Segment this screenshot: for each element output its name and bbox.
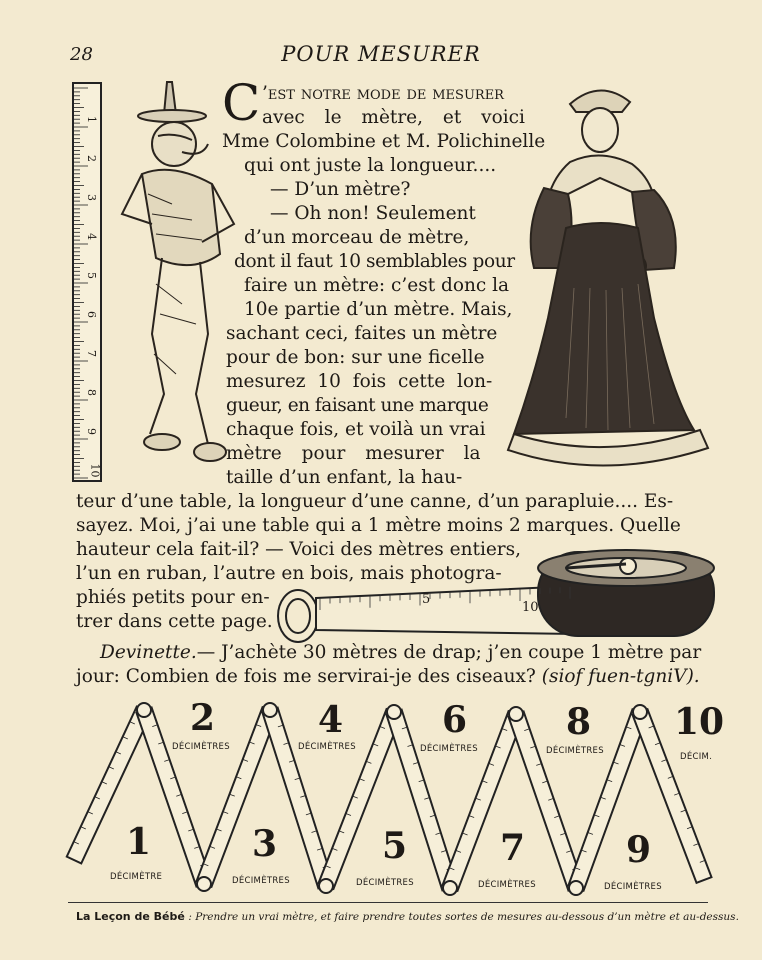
folding-rule-hinge	[569, 881, 583, 895]
devinette-answer: (siof fuen-tgniV).	[541, 666, 700, 687]
decimeter-number: 6	[442, 699, 468, 741]
text-line: ’est notre mode de mesurer	[262, 83, 504, 104]
text-line: dont il faut 10 semblables pour	[234, 251, 515, 272]
ruler-number: 6	[85, 311, 98, 318]
ruler-number: 3	[85, 194, 98, 201]
ruler-number: 10	[88, 463, 102, 478]
tape-measure-illustration	[276, 538, 718, 648]
decimeter-number: 3	[252, 823, 278, 865]
devinette-label: Devinette.	[100, 642, 197, 663]
decimeter-number: 10	[674, 701, 725, 743]
ruler-number: 4	[85, 233, 98, 240]
decimeter-label: DÉCIMÈTRES	[172, 742, 230, 752]
text-line: sayez. Moi, j’ai une table qui a 1 mètre moins 2 marques. Quelle	[76, 515, 681, 536]
devinette-line-1	[100, 642, 701, 663]
decimeter-label: DÉCIM.	[680, 752, 713, 762]
folding-rule-hinge	[443, 881, 457, 895]
text-line: d’un morceau de mètre,	[244, 227, 470, 248]
decimeter-label: DÉCIMÈTRES	[604, 882, 662, 892]
footer-note	[76, 910, 739, 923]
folding-rule-hinge	[263, 703, 277, 717]
text-line: phiés petits pour en-	[76, 587, 270, 608]
folding-rule-hinge	[509, 707, 523, 721]
footer-label: La Leçon de Bébé	[76, 910, 185, 923]
text-line: faire un mètre: c’est donc la	[244, 275, 510, 296]
text-line: trer dans cette page.	[76, 611, 273, 632]
vertical-ruler-illustration	[72, 82, 104, 484]
text-line: teur d’une table, la longueur d’une canne, d’un parapluie.... Es-	[76, 491, 674, 512]
devinette-question: — J’achète 30 mètres de drap; j’en coupe 1 mètre par	[196, 642, 702, 663]
drop-cap: C	[222, 74, 261, 132]
ruler-number: 7	[85, 350, 98, 357]
ruler-number: 2	[85, 155, 98, 162]
text-line: avec le mètre, et voici	[262, 107, 525, 128]
decimeter-number: 8	[566, 701, 592, 743]
folding-rule-hinge	[633, 705, 647, 719]
text-line: 10e partie d’un mètre. Mais,	[244, 299, 513, 320]
decimeter-number: 1	[126, 821, 152, 863]
decimeter-label: DÉCIMÈTRES	[546, 746, 604, 756]
folding-rule-hinge	[197, 877, 211, 891]
decimeter-label: DÉCIMÈTRES	[232, 876, 290, 886]
folding-rule-hinge	[387, 705, 401, 719]
ruler-number: 8	[85, 389, 98, 396]
tape-mark-5: 5	[422, 592, 431, 607]
decimeter-number: 4	[318, 699, 344, 741]
folding-rule-hinge	[319, 879, 333, 893]
decimeter-number: 7	[500, 827, 526, 869]
devinette-line-2	[76, 666, 700, 687]
footer-text: : Prendre un vrai mètre, et faire prendre toutes sortes de mesures au-dessous d’un mètre et au-dessus.	[188, 911, 739, 923]
decimeter-label: DÉCIMÈTRE	[110, 872, 163, 882]
text-line: sachant ceci, faites un mètre	[226, 323, 498, 344]
tape-mark-10: 10	[522, 600, 539, 615]
decimeter-number: 5	[382, 825, 408, 867]
decimeter-label: DÉCIMÈTRES	[478, 880, 536, 890]
text-line: taille d’un enfant, la hau-	[226, 467, 463, 488]
text-line: Mme Colombine et M. Polichinelle	[222, 131, 546, 152]
page-number: 28	[70, 44, 93, 65]
ruler-number: 5	[85, 272, 98, 279]
decimeter-label: DÉCIMÈTRES	[298, 742, 356, 752]
text-line: gueur, en faisant une marque	[226, 395, 489, 416]
text-line: pour de bon: sur une ficelle	[226, 347, 485, 368]
folding-rule-hinge	[137, 703, 151, 717]
text-line: mesurez 10 fois cette lon-	[226, 371, 493, 392]
text-line: — Oh non! Seulement	[270, 203, 476, 224]
text-line: chaque fois, et voilà un vrai	[226, 419, 486, 440]
text-line: l’un en ruban, l’autre en bois, mais photogra-	[76, 563, 502, 584]
decimeter-label: DÉCIMÈTRES	[420, 744, 478, 754]
text-line: mètre pour mesurer la	[226, 443, 481, 464]
ruler-number: 1	[85, 116, 98, 123]
folding-rule-illustration	[64, 697, 720, 900]
text-line: hauteur cela fait-il? — Voici des mètres entiers,	[76, 539, 522, 560]
footer-divider	[68, 902, 708, 903]
page-title: POUR MESURER	[281, 42, 481, 66]
devinette-question-end: jour: Combien de fois me servirai-je des ciseaux?	[76, 666, 536, 687]
ruler-number: 9	[85, 428, 98, 435]
decimeter-label: DÉCIMÈTRES	[356, 878, 414, 888]
text-line: qui ont juste la longueur....	[244, 155, 497, 176]
decimeter-number: 9	[626, 829, 652, 871]
text-line: — D’un mètre?	[270, 179, 411, 200]
decimeter-number: 2	[190, 697, 216, 739]
